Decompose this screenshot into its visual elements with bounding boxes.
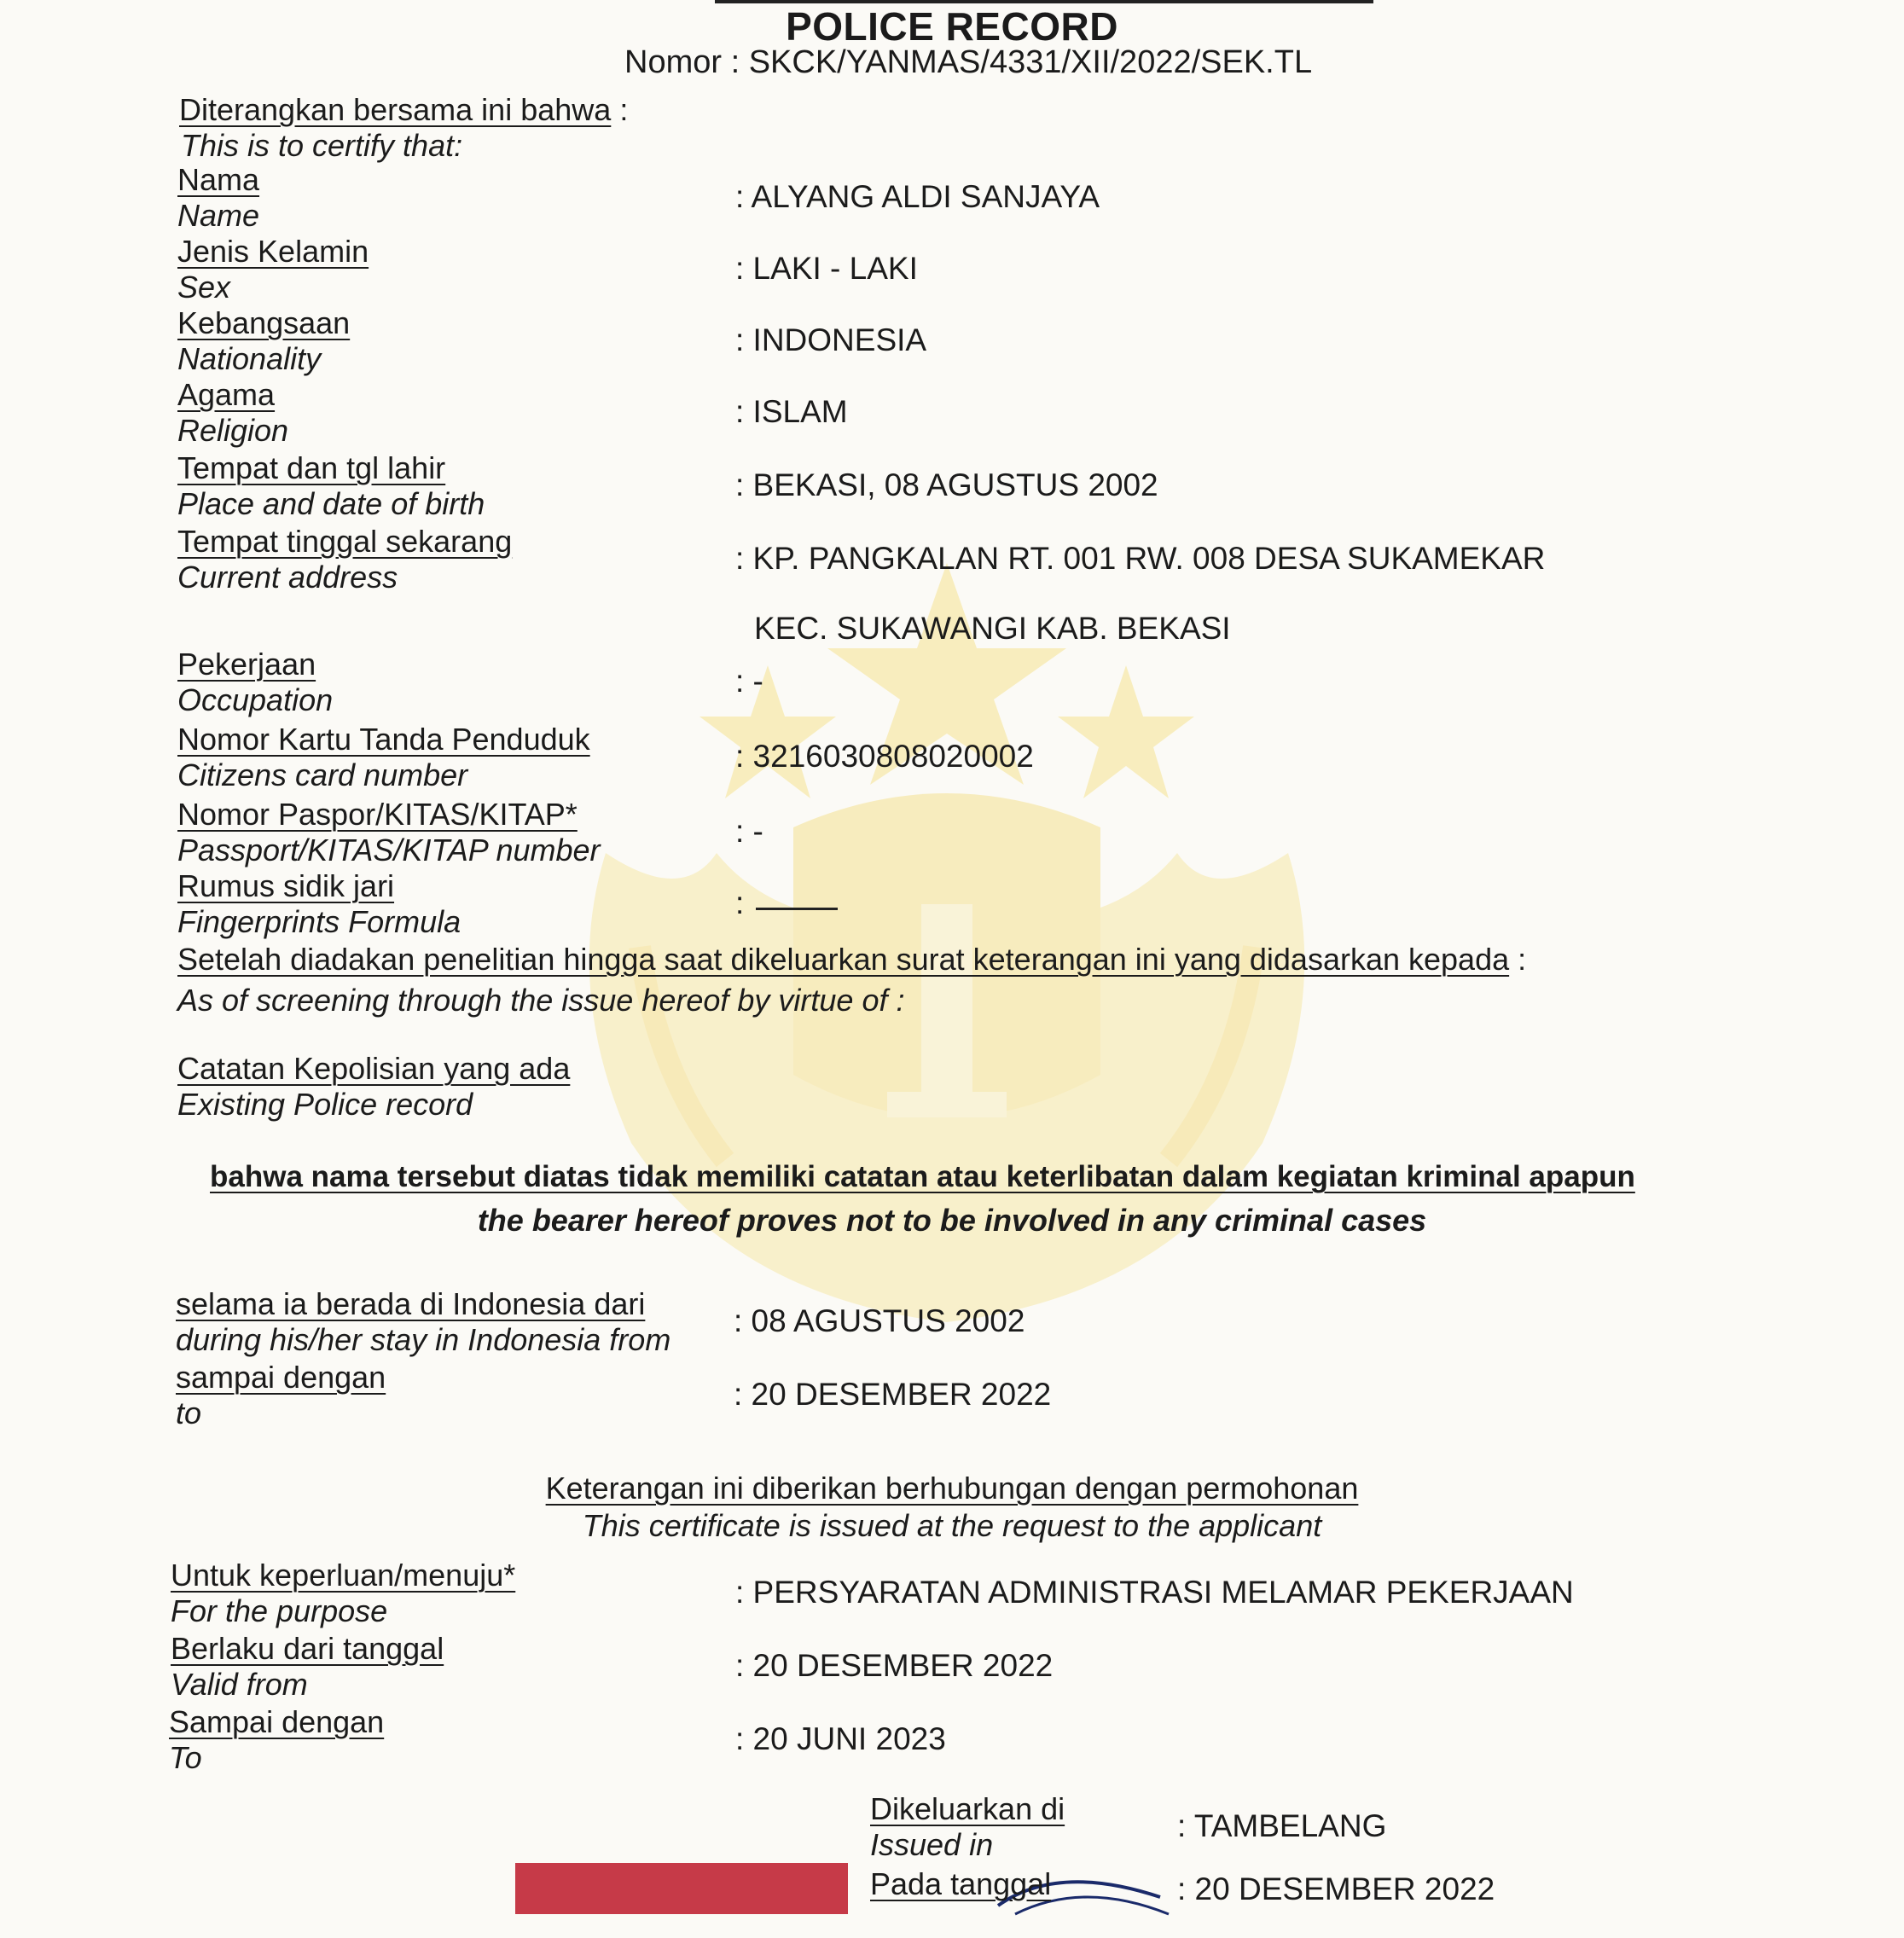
field-label-en: Fingerprints Formula [177, 904, 461, 939]
field-label-id: Tempat dan tgl lahir [177, 450, 446, 485]
issued-date-row [870, 1866, 1553, 1938]
field-value: : INDONESIA [735, 322, 927, 357]
field-label-id: Kebangsaan [177, 305, 351, 340]
stay-to [0, 1360, 1904, 1431]
field-label-id: Untuk keperluan/menuju* [171, 1558, 516, 1593]
field-label-id: Agama [177, 377, 276, 412]
field-label-en: To [169, 1740, 202, 1775]
record-id-text: Catatan Kepolisian yang ada [177, 1051, 571, 1086]
field-label-en: Citizens card number [177, 757, 468, 792]
field-label-id: Berlaku dari tanggal [171, 1631, 444, 1666]
screening-colon: : [1509, 942, 1527, 977]
field-value: : LAKI - LAKI [735, 251, 918, 286]
valid-from-row [0, 1631, 1904, 1703]
field-label-id: Pekerjaan [177, 647, 316, 682]
field-label-en: Religion [177, 413, 289, 448]
record-en-text: Existing Police record [177, 1087, 473, 1122]
field-label-en: Name [177, 198, 260, 233]
field-address [0, 524, 1904, 595]
field-label-id: Sampai dengan [169, 1704, 385, 1739]
field-label-en: Nationality [177, 341, 322, 376]
field-value: : - [735, 814, 763, 849]
intro-en-text: This is to certify that: [181, 128, 463, 163]
issued-label-id: Dikeluarkan di [870, 1791, 1065, 1826]
field-sex [0, 234, 1904, 305]
field-value: : [735, 885, 745, 920]
issued-label-en: Issued in [870, 1827, 994, 1862]
screening-en-text: As of screening through the issue hereof by virtue of : [177, 983, 905, 1018]
field-label-en: Sex [177, 270, 231, 305]
field-label-en: Occupation [177, 682, 334, 717]
certificate-en-text: This certificate is issued at the request to the applicant [582, 1508, 1322, 1543]
field-nationality [0, 305, 1904, 377]
valid-to-row [0, 1704, 1904, 1776]
field-label-id: Nomor Paspor/KITAS/KITAP* [177, 797, 578, 832]
issued-value: : TAMBELANG [1177, 1808, 1387, 1843]
field-birth [0, 450, 1904, 522]
intro-colon: : [619, 92, 629, 127]
field-label-id: Nama [177, 162, 260, 197]
intro-line [179, 92, 628, 128]
field-label-id: sampai dengan [176, 1360, 386, 1395]
field-label-en: Current address [177, 560, 398, 595]
field-value: : 20 DESEMBER 2022 [735, 1648, 1054, 1683]
field-fingerprint [0, 868, 1904, 940]
field-value: : ISLAM [735, 394, 848, 429]
fingerprint-blank-line [756, 908, 838, 910]
field-id-card [0, 722, 1904, 793]
field-value: : PERSYARATAN ADMINISTRASI MELAMAR PEKERJAAN [735, 1575, 1574, 1610]
field-value: : 3216030808020002 [735, 739, 1034, 774]
field-label-id: selama ia berada di Indonesia dari [176, 1286, 646, 1321]
field-label-id: Jenis Kelamin [177, 234, 369, 269]
field-value: : KP. PANGKALAN RT. 001 RW. 008 DESA SUKAMEKAR [735, 541, 1546, 576]
field-label-id: Tempat tinggal sekarang [177, 524, 513, 559]
field-religion [0, 377, 1904, 449]
document-number: Nomor : SKCK/YANMAS/4331/XII/2022/SEK.TL [624, 44, 1313, 80]
certificate-id-text: Keterangan ini diberikan berhubungan dengan permohonan [545, 1471, 1359, 1506]
stay-from [0, 1286, 1904, 1358]
screening-line [177, 942, 1526, 978]
field-label-id: Nomor Kartu Tanda Penduduk [177, 722, 590, 757]
field-passport [0, 797, 1904, 868]
field-value: : - [735, 664, 763, 699]
statement-id-text: bahwa nama tersebut diatas tidak memiliki catatan atau keterlibatan dalam kegiatan kriminal apapun [210, 1160, 1635, 1193]
field-value: : 08 AGUSTUS 2002 [734, 1303, 1025, 1338]
field-label-en: during his/her stay in Indonesia from [176, 1322, 671, 1357]
purpose-row [0, 1558, 1904, 1629]
issued-in-row [870, 1791, 1553, 1863]
field-value: : ALYANG ALDI SANJAYA [735, 179, 1100, 214]
field-label-id: Rumus sidik jari [177, 868, 395, 903]
field-value: : BEKASI, 08 AGUSTUS 2002 [735, 467, 1158, 502]
field-label-en: Place and date of birth [177, 486, 485, 521]
field-occupation [0, 647, 1904, 718]
issued-value: : 20 DESEMBER 2022 [1177, 1871, 1495, 1906]
field-label-en: For the purpose [171, 1593, 388, 1628]
field-value: : 20 JUNI 2023 [735, 1721, 946, 1756]
field-label-en: Valid from [171, 1667, 308, 1702]
field-label-en: to [176, 1395, 202, 1430]
intro-id-text: Diterangkan bersama ini bahwa [179, 92, 612, 127]
document-title: POLICE RECORD [786, 4, 1118, 49]
screening-id-text: Setelah diadakan penelitian hingga saat dikeluarkan surat keterangan ini yang didasarkan kepada [177, 942, 1510, 977]
issued-label-id: Pada tanggal [870, 1866, 1052, 1901]
field-name [0, 162, 1904, 234]
address-line-2: KEC. SUKAWANGI KAB. BEKASI [754, 611, 1231, 646]
statement-en-text: the bearer hereof proves not to be involved in any criminal cases [477, 1203, 1427, 1238]
field-value: : 20 DESEMBER 2022 [734, 1377, 1052, 1412]
field-label-en: Passport/KITAS/KITAP number [177, 833, 601, 867]
red-stamp [515, 1863, 848, 1914]
